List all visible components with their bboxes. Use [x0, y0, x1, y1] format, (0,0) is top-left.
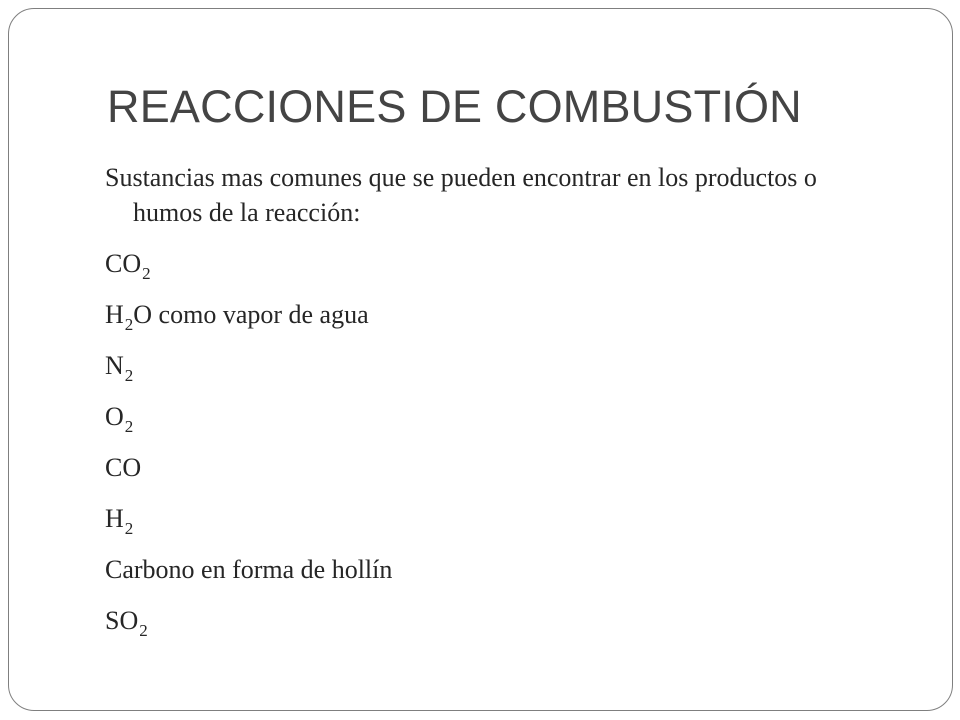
- formula-subscript: 2: [139, 621, 148, 640]
- list-item-h2: [105, 501, 825, 536]
- list-item-co2: [105, 246, 825, 281]
- formula-base: H: [105, 300, 124, 329]
- formula-subscript: 2: [142, 264, 151, 283]
- formula-base: H: [105, 504, 124, 533]
- formula-base: O: [105, 402, 124, 431]
- formula-base: SO: [105, 606, 139, 635]
- formula-base: N: [105, 351, 124, 380]
- list-item-co: [105, 450, 825, 485]
- list-item-n2: [105, 348, 825, 383]
- list-item-h2o: [105, 297, 825, 332]
- formula-subscript: 2: [124, 519, 134, 538]
- formula-base: CO: [105, 249, 142, 278]
- formula-base: Carbono en forma de hollín: [105, 555, 393, 584]
- slide-body: [105, 160, 825, 654]
- intro-paragraph: Sustancias mas comunes que se pueden encontrar en los productos o humos de la reacción:: [105, 163, 817, 227]
- formula-subscript: 2: [124, 417, 134, 436]
- list-item-carbono: [105, 552, 825, 587]
- slide-title: REACCIONES DE COMBUSTIÓN: [107, 81, 802, 132]
- formula-subscript: 2: [124, 315, 134, 334]
- list-item-so2: [105, 603, 825, 638]
- formula-base: CO: [105, 453, 142, 482]
- list-item-o2: [105, 399, 825, 434]
- formula-rest: O como vapor de agua: [133, 300, 369, 329]
- formula-subscript: 2: [124, 366, 134, 385]
